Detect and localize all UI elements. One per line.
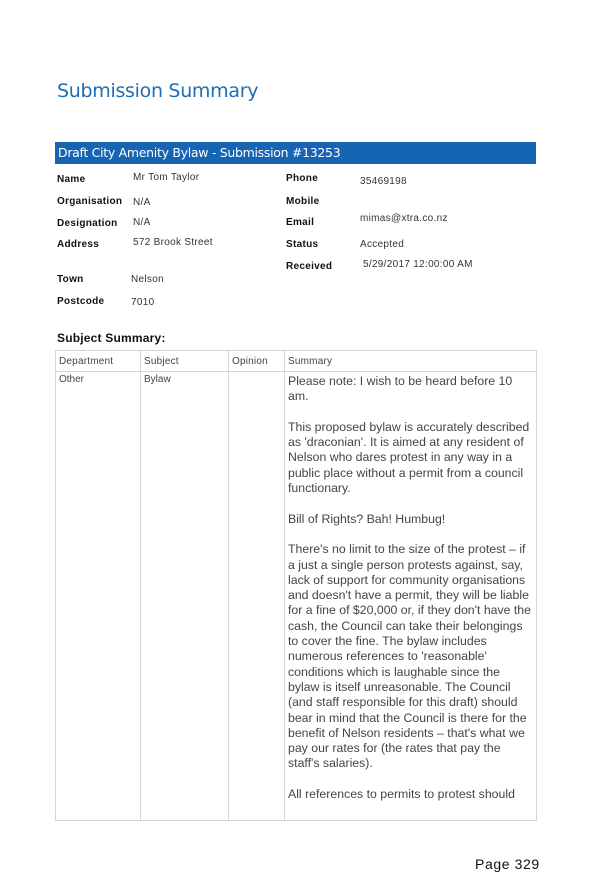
email-label: Email — [286, 217, 315, 228]
department-cell: Other — [56, 372, 141, 821]
postcode-label: Postcode — [57, 296, 105, 307]
town-label: Town — [57, 274, 84, 285]
town-value: Nelson — [131, 274, 164, 285]
table-row — [56, 372, 537, 821]
page-title: Submission Summary — [57, 80, 259, 102]
subject-summary-heading: Subject Summary: — [57, 331, 166, 345]
summary-paragraph: All references to permits to protest should — [288, 787, 515, 802]
received-label: Received — [286, 261, 333, 272]
postcode-value: 7010 — [131, 297, 155, 308]
organisation-label: Organisation — [57, 196, 123, 207]
table-header-row — [56, 351, 537, 372]
summary-cell — [285, 372, 537, 821]
phone-value: 35469198 — [360, 176, 407, 187]
address-value: 572 Brook Street — [133, 237, 213, 248]
column-header-opinion: Opinion — [229, 351, 285, 372]
phone-label: Phone — [286, 173, 319, 184]
email-value: mimas@xtra.co.nz — [360, 213, 448, 224]
status-label: Status — [286, 239, 319, 250]
status-value: Accepted — [360, 239, 405, 250]
organisation-value: N/A — [133, 197, 151, 208]
summary-paragraph: Bill of Rights? Bah! Humbug! — [288, 511, 446, 526]
summary-paragraph: There's no limit to the size of the protest – if a just a single person protests against, say, lack of support for community organisations and doesn't have a permit, they will be liable for a fine of $20,000 or, if they don't have the cash, the Council can take their belongings to cover the fine. The bylaw includes numerous references to 'reasonable' conditions which is laughable since the bylaw is itself unreasonable. The Council (and staff responsible for this draft) should bear in mind that the Council is there for the benefit of Nelson residents – that's what we pay our rates for (the rates that pay the staff's salaries). — [288, 542, 531, 771]
name-value: Mr Tom Taylor — [133, 172, 200, 183]
page-number: Page 329 — [475, 856, 540, 872]
column-header-department: Department — [56, 351, 141, 372]
column-header-subject: Subject — [141, 351, 229, 372]
designation-value: N/A — [133, 217, 151, 228]
designation-label: Designation — [57, 218, 118, 229]
summary-paragraph: This proposed bylaw is accurately described as 'draconian'. It is aimed at any resident of Nelson who dares protest in any way in a public place without a permit from a council functionary. — [288, 419, 530, 496]
column-header-summary: Summary — [285, 351, 537, 372]
subject-cell: Bylaw — [141, 372, 229, 821]
submission-banner: Draft City Amenity Bylaw - Submission #13253 — [55, 142, 536, 164]
address-label: Address — [57, 239, 100, 250]
opinion-cell — [229, 372, 285, 821]
received-value: 5/29/2017 12:00:00 AM — [363, 259, 473, 270]
name-label: Name — [57, 174, 86, 185]
mobile-label: Mobile — [286, 196, 320, 207]
subject-summary-table — [55, 350, 537, 821]
summary-paragraph: Please note: I wish to be heard before 10 am. — [288, 374, 513, 404]
